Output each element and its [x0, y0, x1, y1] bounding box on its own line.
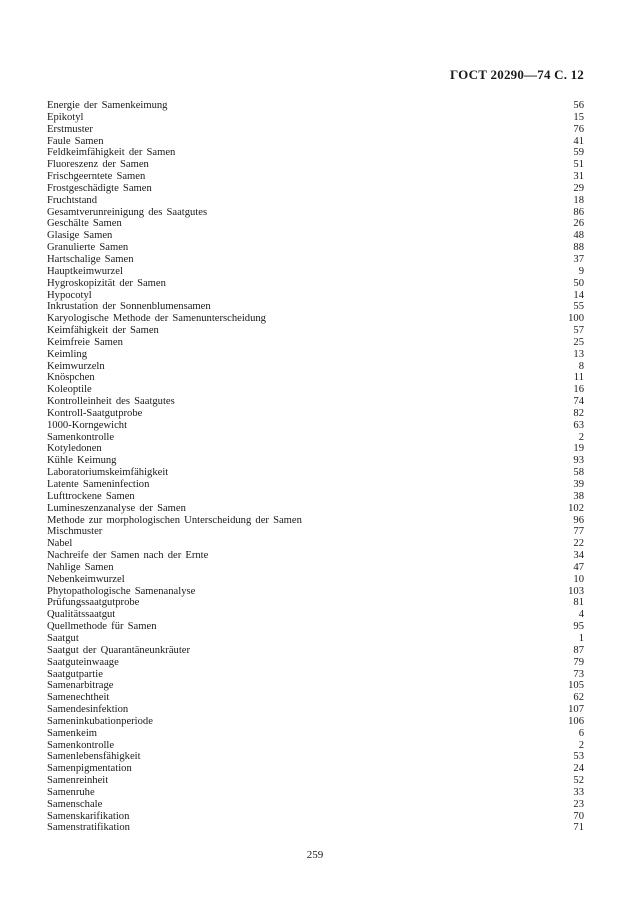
- index-page-ref: 76: [573, 123, 584, 135]
- index-term: Saatguteinwaage: [47, 656, 119, 668]
- index-entry: [47, 787, 584, 799]
- index-term: Keimwurzeln: [47, 360, 105, 372]
- index-page-ref: 102: [568, 502, 584, 514]
- index-page-ref: 71: [573, 822, 584, 834]
- index-term: Keimling: [47, 348, 88, 360]
- index-term: Samenkeim: [47, 727, 98, 739]
- index-page-ref: 88: [573, 242, 584, 254]
- index-term: Samendesinfektion: [47, 704, 129, 716]
- page-number: 259: [306, 849, 324, 861]
- index-term: Sameninkubationperiode: [47, 715, 153, 727]
- index-term: 1000-Korngewicht: [47, 419, 128, 431]
- index-page-ref: 77: [573, 526, 584, 538]
- index-entry: [47, 361, 584, 373]
- index-term: Samenarbitrage: [47, 680, 114, 692]
- index-entry: [47, 633, 584, 645]
- index-page-ref: 9: [578, 265, 584, 277]
- index-term: Granulierte Samen: [47, 242, 129, 254]
- index-term: Lumineszenzanalyse der Samen: [47, 502, 186, 514]
- index-term: Kontroll-Saatgutprobe: [47, 407, 143, 419]
- index-term: Qualitätssaatgut: [47, 609, 116, 621]
- index-term: Saatgut: [47, 632, 79, 644]
- index-term: Samenechtheit: [47, 692, 110, 704]
- index-page-ref: 19: [573, 443, 584, 455]
- index-term: Karyologische Methode der Samenunterscheidung: [47, 313, 266, 325]
- index-page-ref: 52: [573, 775, 584, 787]
- index-term: Koleoptile: [47, 384, 92, 396]
- index-term: Knöspchen: [47, 372, 95, 384]
- index-entry: [47, 396, 584, 408]
- index-page-ref: 103: [568, 585, 584, 597]
- index-entry: [47, 811, 584, 823]
- index-term: Methode zur morphologischen Unterscheidung der Samen: [47, 514, 302, 526]
- index-term: Keimfähigkeit der Samen: [47, 325, 159, 337]
- index-page-ref: 37: [573, 253, 584, 265]
- index-entry: [47, 751, 584, 763]
- index-page-ref: 51: [573, 159, 584, 171]
- index-entry: [47, 586, 584, 598]
- index-entry: [47, 645, 584, 657]
- index-page-ref: 59: [573, 147, 584, 159]
- index-page-ref: 2: [578, 431, 584, 443]
- index-page-ref: 25: [573, 336, 584, 348]
- index-page-ref: 2: [578, 739, 584, 751]
- index-term: Erstmuster: [47, 123, 93, 135]
- index-entry: [47, 657, 584, 669]
- index-term: Saatgut der Quarantäneunkräuter: [47, 644, 191, 656]
- index-entry: [47, 242, 584, 254]
- index-page-ref: 31: [573, 171, 584, 183]
- index-entry: [47, 301, 584, 313]
- index-page-ref: 22: [573, 538, 584, 550]
- index-entry: [47, 218, 584, 230]
- index-entry: [47, 290, 584, 302]
- index-term: Nahlige Samen: [47, 561, 114, 573]
- index-page-ref: 82: [573, 407, 584, 419]
- index-entry: [47, 443, 584, 455]
- index-term: Saatgutpartie: [47, 668, 103, 680]
- index-page-ref: 95: [573, 621, 584, 633]
- index-page-ref: 74: [573, 396, 584, 408]
- index-entry: [47, 266, 584, 278]
- index-term: Feldkeimfähigkeit der Samen: [47, 147, 176, 159]
- index-term: Samenkontrolle: [47, 739, 115, 751]
- index-term: Nebenkeimwurzel: [47, 573, 125, 585]
- index-term: Hauptkeimwurzel: [47, 265, 123, 277]
- index-page-ref: 10: [573, 573, 584, 585]
- index-page-ref: 58: [573, 467, 584, 479]
- index-term: Gesamtverunreinigung des Saatgutes: [47, 206, 208, 218]
- index-list: [47, 100, 584, 834]
- index-term: Epikotyl: [47, 111, 84, 123]
- index-page-ref: 6: [578, 727, 584, 739]
- index-entry: [47, 716, 584, 728]
- index-term: Prüfungssaatgutprobe: [47, 597, 140, 609]
- index-page-ref: 38: [573, 490, 584, 502]
- index-entry: [47, 740, 584, 752]
- index-term: Samenpigmentation: [47, 763, 132, 775]
- index-entry: [47, 669, 584, 681]
- index-entry: [47, 526, 584, 538]
- index-term: Kühle Keimung: [47, 455, 117, 467]
- index-term: Laboratoriumskeimfähigkeit: [47, 467, 169, 479]
- index-entry: [47, 479, 584, 491]
- index-entry: [47, 313, 584, 325]
- index-entry: [47, 372, 584, 384]
- index-page-ref: 34: [573, 550, 584, 562]
- index-entry: [47, 763, 584, 775]
- index-page-ref: 96: [573, 514, 584, 526]
- index-entry: [47, 597, 584, 609]
- index-page-ref: 57: [573, 325, 584, 337]
- index-term: Glasige Samen: [47, 230, 113, 242]
- index-entry: [47, 432, 584, 444]
- index-page-ref: 70: [573, 810, 584, 822]
- index-page-ref: 29: [573, 182, 584, 194]
- index-term: Inkrustation der Sonnenblumensamen: [47, 301, 211, 313]
- index-entry: [47, 562, 584, 574]
- index-page-ref: 11: [573, 372, 584, 384]
- index-term: Samenschale: [47, 798, 103, 810]
- index-entry: [47, 455, 584, 467]
- index-page-ref: 56: [573, 100, 584, 111]
- index-term: Hartschalige Samen: [47, 253, 134, 265]
- index-term: Kotyledonen: [47, 443, 102, 455]
- index-page-ref: 18: [573, 194, 584, 206]
- index-page-ref: 23: [573, 798, 584, 810]
- index-term: Mischmuster: [47, 526, 103, 538]
- index-entry: [47, 100, 584, 112]
- index-term: Samenruhe: [47, 786, 95, 798]
- index-entry: [47, 408, 584, 420]
- index-entry: [47, 171, 584, 183]
- index-entry: [47, 515, 584, 527]
- index-term: Samenstratifikation: [47, 822, 130, 834]
- index-entry: [47, 775, 584, 787]
- index-entry: [47, 728, 584, 740]
- index-term: Kontrolleinheit des Saatgutes: [47, 396, 175, 408]
- index-page-ref: 39: [573, 479, 584, 490]
- index-term: Latente Sameninfection: [47, 479, 150, 490]
- page-header: ГОСТ 20290—74 С. 12: [450, 67, 584, 82]
- index-page-ref: 79: [573, 656, 584, 668]
- index-page-ref: 33: [573, 786, 584, 798]
- index-term: Frischgeerntete Samen: [47, 171, 146, 183]
- index-page-ref: 81: [573, 597, 584, 609]
- index-entry: [47, 680, 584, 692]
- index-term: Frostgeschädigte Samen: [47, 182, 152, 194]
- index-entry: [47, 159, 584, 171]
- index-page-ref: 13: [573, 348, 584, 360]
- index-term: Phytopathologische Samenanalyse: [47, 585, 196, 597]
- index-entry: [47, 136, 584, 148]
- index-entry: [47, 147, 584, 159]
- index-entry: [47, 420, 584, 432]
- index-entry: [47, 491, 584, 503]
- index-page-ref: 14: [573, 289, 584, 301]
- index-entry: [47, 349, 584, 361]
- index-entry: [47, 609, 584, 621]
- index-term: Samenreinheit: [47, 775, 109, 787]
- index-page-ref: 16: [573, 384, 584, 396]
- index-page-ref: 73: [573, 668, 584, 680]
- index-term: Energie der Samenkeimung: [47, 100, 168, 111]
- index-term: Samenkontrolle: [47, 431, 115, 443]
- index-term: Nabel: [47, 538, 73, 550]
- index-entry: [47, 183, 584, 195]
- index-term: Fluoreszenz der Samen: [47, 159, 149, 171]
- index-entry: [47, 278, 584, 290]
- index-term: Geschälte Samen: [47, 218, 122, 230]
- index-entry: [47, 230, 584, 242]
- index-term: Faule Samen: [47, 135, 104, 147]
- index-entry: [47, 467, 584, 479]
- index-entry: [47, 799, 584, 811]
- index-entry: [47, 195, 584, 207]
- index-page-ref: 47: [573, 561, 584, 573]
- index-term: Samenskarifikation: [47, 810, 130, 822]
- index-page-ref: 93: [573, 455, 584, 467]
- index-entry: [47, 503, 584, 515]
- index-entry: [47, 325, 584, 337]
- index-term: Quellmethode für Samen: [47, 621, 157, 633]
- index-entry: [47, 384, 584, 396]
- index-term: Nachreife der Samen nach der Ernte: [47, 550, 209, 562]
- index-entry: [47, 207, 584, 219]
- index-page-ref: 4: [578, 609, 584, 621]
- index-page-ref: 87: [573, 644, 584, 656]
- index-page-ref: 55: [573, 301, 584, 313]
- index-page-ref: 26: [573, 218, 584, 230]
- index-page-ref: 50: [573, 277, 584, 289]
- index-entry: [47, 337, 584, 349]
- index-entry: [47, 692, 584, 704]
- index-entry: [47, 574, 584, 586]
- index-term: Fruchtstand: [47, 194, 98, 206]
- index-page-ref: 100: [568, 313, 584, 325]
- index-page-ref: 1: [578, 632, 584, 644]
- index-page-ref: 48: [573, 230, 584, 242]
- index-entry: [47, 621, 584, 633]
- index-page-ref: 41: [573, 135, 584, 147]
- index-page-ref: 24: [573, 763, 584, 775]
- index-term: Hygroskopizität der Samen: [47, 277, 166, 289]
- index-page-ref: 62: [573, 692, 584, 704]
- index-page-ref: 63: [573, 419, 584, 431]
- index-entry: [47, 112, 584, 124]
- index-term: Lufttrockene Samen: [47, 490, 135, 502]
- index-entry: [47, 704, 584, 716]
- index-term: Keimfreie Samen: [47, 336, 123, 348]
- index-entry: [47, 550, 584, 562]
- index-page-ref: 15: [573, 111, 584, 123]
- index-entry: [47, 254, 584, 266]
- index-term: Samenlebensfähigkeit: [47, 751, 141, 763]
- index-page-ref: 8: [578, 360, 584, 372]
- index-page-ref: 107: [568, 704, 584, 716]
- index-entry: [47, 538, 584, 550]
- index-page-ref: 53: [573, 751, 584, 763]
- index-entry: [47, 124, 584, 136]
- index-entry: [47, 822, 584, 834]
- index-page-ref: 105: [568, 680, 584, 692]
- index-page-ref: 86: [573, 206, 584, 218]
- index-term: Hypocotyl: [47, 289, 92, 301]
- index-page-ref: 106: [568, 715, 584, 727]
